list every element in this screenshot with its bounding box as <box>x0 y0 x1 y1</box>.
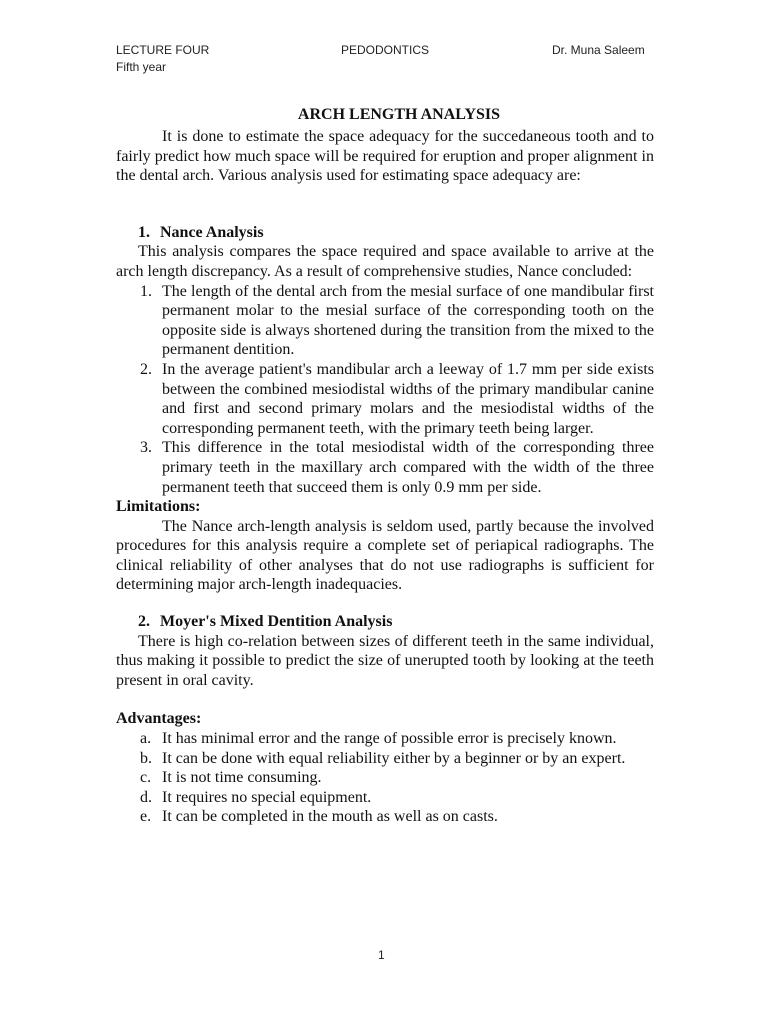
list-item-text: The length of the dental arch from the mesial surface of one mandibular first permanent molar to the mesial surface of the corresponding tooth on the opposite side is always shortened during the transition from the mixed to the permanent dentition. <box>162 282 654 359</box>
list-item-text: It can be completed in the mouth as well as on casts. <box>162 808 498 826</box>
section-1-number: 1. <box>138 223 150 241</box>
section-2-number: 2. <box>138 613 150 631</box>
nance-conclusions-list <box>116 282 654 498</box>
list-item-text: It can be done with equal reliability either by a beginner or by an expert. <box>162 749 626 767</box>
section-1-heading <box>116 223 654 243</box>
list-item <box>116 807 654 827</box>
header-year: Fifth year <box>116 60 167 74</box>
document-body <box>116 103 654 827</box>
section-1-title: Nance Analysis <box>160 223 264 241</box>
page-title: ARCH LENGTH ANALYSIS <box>297 106 501 123</box>
list-marker: 2. <box>140 360 152 378</box>
section-2-heading <box>116 612 654 632</box>
list-marker: 3. <box>140 439 152 457</box>
advantages-heading: Advantages: <box>116 710 202 728</box>
list-item <box>116 729 654 749</box>
header-subject: PEDODONTICS <box>341 43 430 57</box>
list-item <box>116 282 654 360</box>
list-item <box>116 788 654 808</box>
list-item-text: It is not time consuming. <box>162 769 322 787</box>
list-marker: e. <box>140 808 152 826</box>
list-marker: b. <box>140 749 152 767</box>
section-2-title: Moyer's Mixed Dentition Analysis <box>160 613 393 631</box>
limitations-heading: Limitations: <box>116 498 201 516</box>
page-number: 1 <box>378 948 385 962</box>
list-item <box>116 768 654 788</box>
list-item-text: It has minimal error and the range of possible error is precisely known. <box>162 730 617 748</box>
list-item-text: In the average patient's mandibular arch a leeway of 1.7 mm per side exists between the combined mesiodistal widths of the primary mandibular canine and first and second primary molars and the mesiodistal widths of the corresponding permanent teeth, with the primary teeth being larger. <box>162 360 654 437</box>
section-1-paragraph: This analysis compares the space required and space available to arrive at the arch length discrepancy. As a result of comprehensive studies, Nance concluded: <box>116 243 654 280</box>
limitations-paragraph: The Nance arch-length analysis is seldom used, partly because the involved procedures for this analysis require a complete set of periapical radiographs. The clinical reliability of other analyses that do not use radiographs is sufficient for determining major arch-length inadequacies. <box>116 517 654 594</box>
header-lecture: LECTURE FOUR <box>116 43 210 57</box>
list-item <box>116 360 654 438</box>
list-marker: d. <box>140 788 152 806</box>
list-item <box>116 438 654 497</box>
section-2-paragraph: There is high co-relation between sizes of different teeth in the same individual, thus making it possible to predict the size of unerupted tooth by looking at the teeth present in oral cavity. <box>116 632 654 689</box>
list-item-text: This difference in the total mesiodistal width of the corresponding three primary teeth in the maxillary arch compared with the width of the three permanent teeth that succeed them is only 0.9 mm per side. <box>162 439 654 496</box>
intro-paragraph: It is done to estimate the space adequacy for the succedaneous tooth and to fairly predict how much space will be required for eruption and proper alignment in the dental arch. Various analysis used for estimating space adequacy are: <box>116 128 654 185</box>
list-marker: a. <box>140 730 152 748</box>
header-author: Dr. Muna Saleem <box>552 43 645 57</box>
list-marker: c. <box>140 769 152 787</box>
list-marker: 1. <box>140 282 152 300</box>
advantages-list <box>116 729 654 827</box>
list-item-text: It requires no special equipment. <box>162 788 372 806</box>
list-item <box>116 749 654 769</box>
